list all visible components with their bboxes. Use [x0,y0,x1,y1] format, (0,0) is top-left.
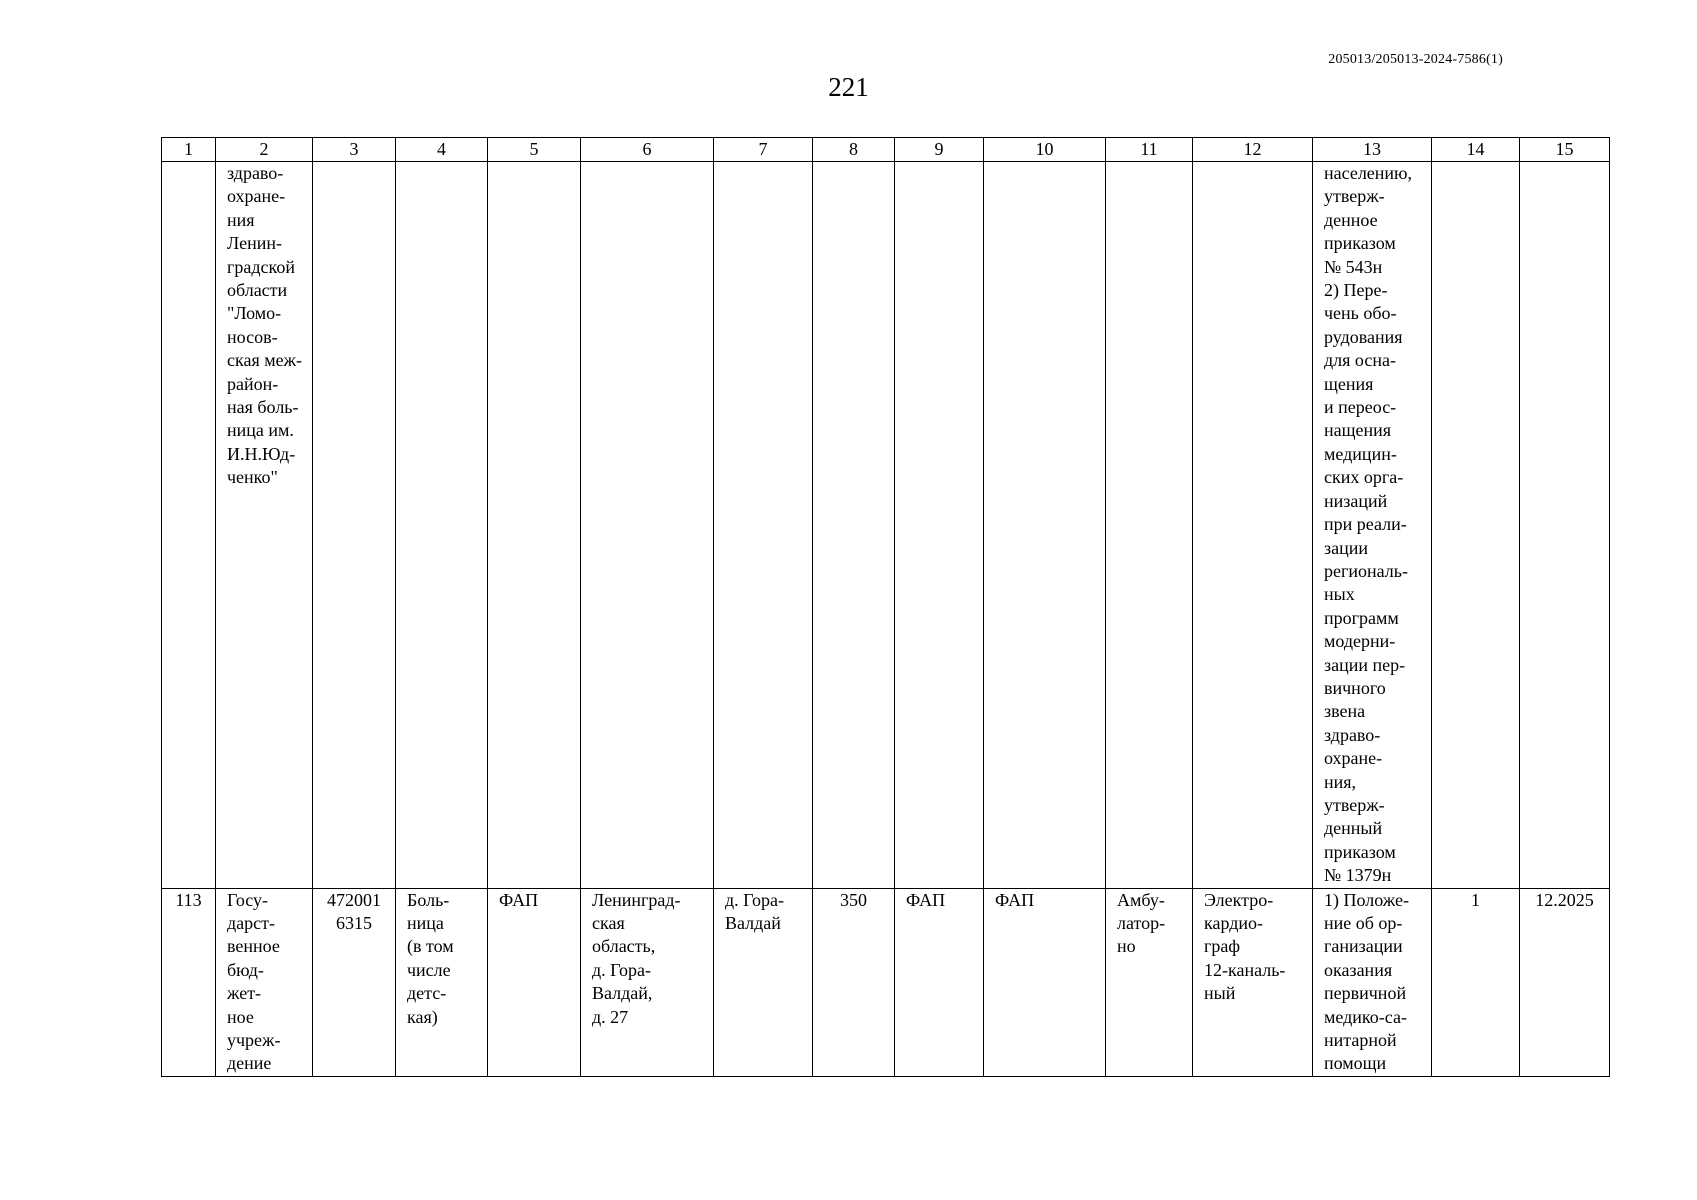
equipment-cell: Электро- кардио- граф 12-каналь- ный [1193,888,1313,1076]
table-row [162,888,1610,1076]
quantity-cell [1432,162,1520,889]
registry-table [161,137,1610,1077]
column-header: 2 [216,138,313,162]
address-cell [581,162,714,889]
table-cell: Амбу- латор- но [1106,888,1193,1076]
table-cell [813,162,895,889]
equipment-cell [1193,162,1313,889]
table-cell: ФАП [895,888,984,1076]
table-cell [1106,162,1193,889]
column-number-header [162,138,1610,162]
column-header: 11 [1106,138,1193,162]
column-header: 5 [488,138,581,162]
table-cell: ФАП [984,888,1106,1076]
column-header: 3 [313,138,396,162]
table-cell [396,162,488,889]
column-header: 9 [895,138,984,162]
column-header: 13 [1313,138,1432,162]
document-id: 205013/205013-2024-7586(1) [1328,52,1503,67]
inn-cell: 472001 6315 [313,888,396,1076]
row-number-cell [162,162,216,889]
regulation-cell: 1) Положе- ние об ор- ганизации оказания первичной медико-са- нитарной помощи [1313,888,1432,1076]
inn-cell [313,162,396,889]
table-cell [895,162,984,889]
organization-name-cell: здраво- охране- ния Ленин- градской области "Ломо- носов- ская меж- район- ная боль- ница им. И.Н.Юд- ченко" [216,162,313,889]
table-cell: д. Гора- Валдай [714,888,813,1076]
organization-name-cell: Госу- дарст- венное бюд- жет- ное учреж- дение [216,888,313,1076]
date-cell: 12.2025 [1520,888,1610,1076]
table-cell: Боль- ница (в том числе детс- кая) [396,888,488,1076]
regulation-cell: населению, утверж- денное приказом № 543н 2) Пере- чень обо- рудования для осна- щения и переос- нащения медицин- ских орга- низаций при реали- зации региональ- ных программ модерни- зации пер- вичного звена здраво- охране- ния, утверж- денный приказом № 1379н [1313,162,1432,889]
table-cell: 350 [813,888,895,1076]
column-header: 6 [581,138,714,162]
column-header: 10 [984,138,1106,162]
date-cell [1520,162,1610,889]
table-cell [984,162,1106,889]
page-number: 221 [828,72,869,102]
column-header: 4 [396,138,488,162]
table-cell: ФАП [488,888,581,1076]
table-cell [488,162,581,889]
table-row [162,162,1610,889]
column-header: 7 [714,138,813,162]
column-header: 14 [1432,138,1520,162]
column-header: 1 [162,138,216,162]
column-header: 8 [813,138,895,162]
table-cell [714,162,813,889]
column-header: 15 [1520,138,1610,162]
quantity-cell: 1 [1432,888,1520,1076]
column-header: 12 [1193,138,1313,162]
row-number-cell: 113 [162,888,216,1076]
address-cell: Ленинград- ская область, д. Гора- Валдай, д. 27 [581,888,714,1076]
